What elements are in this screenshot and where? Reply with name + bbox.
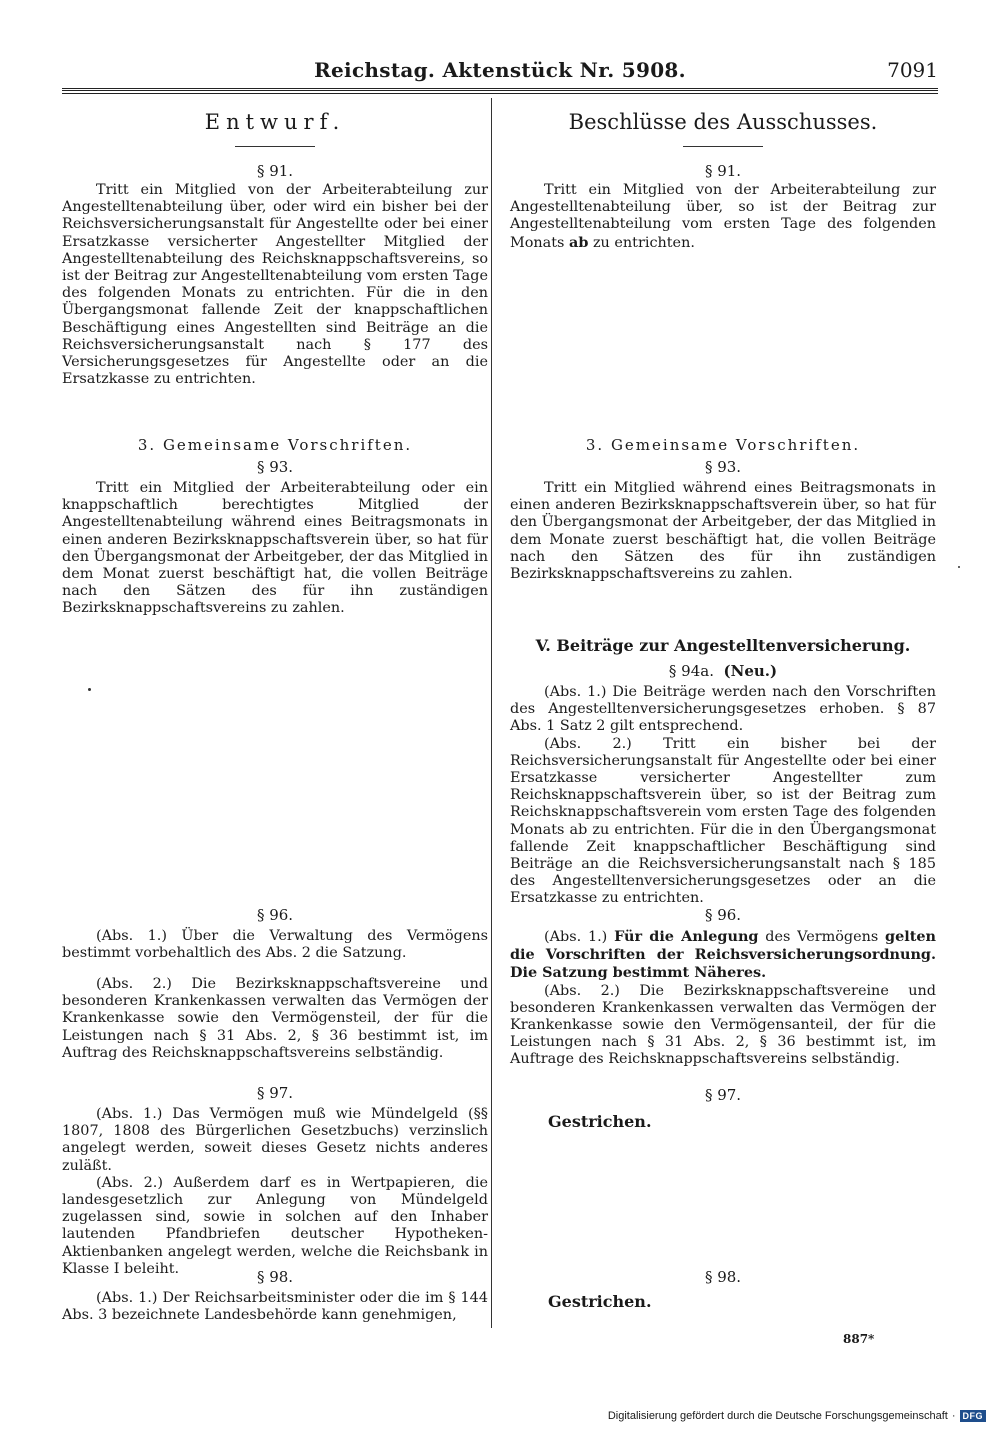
printer-signature: 887* <box>843 1332 875 1346</box>
heading-rule <box>683 146 763 147</box>
new-tag: (Neu.) <box>723 662 778 680</box>
section-number: § 94a. <box>668 662 714 680</box>
right-s91-text <box>510 182 936 252</box>
paragraph: Tritt ein Mitglied der Arbeiterabteilung oder ein knappschaftlich berechtigtes Mitglied der Angestelltenabteilung während eines Beitragsmonats in einen anderen Bezirksknappschaftsverein über, so hat für den Übergangsmonat der Arbeitgeber, der das Mitglied in dem Monat zuerst beschäftigt hat, die vollen Beiträge nach den Sätzen des für ihn zuständigen Bezirksknappschaftsvereins zu zahlen. <box>62 480 488 617</box>
amended-text: gelten die Vorschriften der Reichsversicherungsordnung. Die Satzung bestimmt Näheres. <box>510 928 936 982</box>
left-s96-number: § 96. <box>256 906 294 924</box>
header-rule <box>62 88 938 94</box>
column-divider <box>491 98 492 1328</box>
scan-speck <box>958 566 960 568</box>
scan-speck <box>88 688 91 691</box>
left-s98-number: § 98. <box>256 1268 294 1286</box>
section-v-title: V. Beiträge zur Angestelltenversicherung. <box>535 636 911 655</box>
paragraph: (Abs. 2.) Die Bezirksknappschaftsvereine und besonderen Krankenkassen verwalten das Vermögen der Krankenkasse sowie den Vermögensteil, der für die Leistungen nach § 31 Abs. 2, § 36 bestimmt ist, im Auftrag des Reichsknappschaftsvereins selbständig. <box>62 976 488 1061</box>
paragraph: (Abs. 1.) Der Reichsarbeitsminister oder die im § 144 Abs. 3 bezeichnete Landesbehörde kann genehmigen, <box>62 1290 488 1324</box>
paragraph: Tritt ein Mitglied während eines Beitragsmonats in einen anderen Bezirksknappschaftsverein über, so hat für den Übergangsmonat der Arbeitgeber, der das Mitglied in dem Monate zuerst beschäftigt hat, die vollen Beiträge nach den Sätzen des für ihn zuständigen Bezirksknappschaftsvereins zu zahlen. <box>510 480 936 583</box>
paragraph: (Abs. 1.) Über die Verwaltung des Vermögens bestimmt vorbehaltlich des Abs. 2 die Satzung. <box>62 928 488 962</box>
paragraph: (Abs. 2.) Tritt ein bisher bei der Reichsversicherungsanstalt für Angestellte oder bei einer Ersatzkasse versicherter Angestellter zum Reichsknappschaftsverein über, so ist der Beitrag zum Reichsknappschaftsverein vom ersten Tage des folgenden Monats ab zu entrichten. Für die in den Übergangsmonat fallende Zeit knappschaftlicher Beschäftigung sind Beiträge an die Reichsversicherungsanstalt nach § 185 des Angestelltenversicherungsgesetzes oder an die Ersatzkasse zu entrichten. <box>510 735 936 907</box>
right-s98-struck: Gestrichen. <box>548 1292 652 1311</box>
left-s91-text <box>62 182 488 388</box>
right-s93-text <box>510 480 936 583</box>
right-s96-number: § 96. <box>704 906 742 924</box>
page-number: 7091 <box>887 58 938 82</box>
right-common-heading: 3. Gemeinsame Vorschriften. <box>585 436 861 454</box>
left-s93-number: § 93. <box>256 458 294 476</box>
paragraph: (Abs. 2.) Die Bezirksknappschaftsvereine und besonderen Krankenkassen verwalten das Vermögen der Krankenkasse sowie den Vermögensanteil, der für die Leistungen nach § 31 Abs. 2, § 36 bestimmt ist, im Auftrage des Reichsknappschaftsvereins selbständig. <box>510 982 936 1068</box>
left-common-heading: 3. Gemeinsame Vorschriften. <box>137 436 413 454</box>
left-column-heading: Entwurf. <box>204 110 346 134</box>
right-s91-number: § 91. <box>704 162 742 180</box>
right-s97-struck: Gestrichen. <box>548 1112 652 1131</box>
dfg-logo: DFG <box>960 1410 987 1422</box>
left-s96-text <box>62 928 488 962</box>
right-s94a-text <box>510 684 936 908</box>
header-title: Reichstag. Aktenstück Nr. 5908. <box>314 58 686 82</box>
right-column-heading: Beschlüsse des Ausschusses. <box>568 110 878 134</box>
left-s96-text-2 <box>62 976 488 1062</box>
text-run: zu entrichten. <box>588 234 695 251</box>
digitization-footer <box>608 1410 986 1422</box>
paragraph: (Abs. 1.) Die Beiträge werden nach den Vorschriften des Angestelltenversicherungsgesetzes erhoben. § 87 Abs. 1 Satz 2 gilt entsprechend. <box>510 684 936 735</box>
right-s93-number: § 93. <box>704 458 742 476</box>
paragraph: (Abs. 1.) Das Vermögen muß wie Mündelgeld (§§ 1807, 1808 des Bürgerlichen Gesetzbuchs) verzinslich angelegt werden, soweit dieses Gesetz nichts anderes zuläßt. <box>62 1106 488 1174</box>
paragraph <box>510 928 936 983</box>
heading-rule <box>235 146 315 147</box>
text-run: Tritt ein Mitglied von der Arbeiterabteilung zur Angestelltenabteilung über, so ist der Beitrag zur Angestelltenabteilung vom ersten Tage des folgenden Monats <box>510 182 936 251</box>
left-s93-text <box>62 480 488 618</box>
paragraph: Tritt ein Mitglied von der Arbeiterabteilung zur Angestelltenabteilung über, oder wird ein bisher bei der Reichsversicherungsanstalt für Angestellte oder bei einer Ersatzkasse versicherter Angestellter Mitglied der Angestelltenabteilung des Reichsknappschaftsvereins, so ist der Beitrag zur Angestelltenabteilung vom ersten Tage des folgenden Monats zu entrichten. Für die in den Übergangsmonat fallende Zeit der knappschaftlichen Beschäftigung eines Angestellten sind Beiträge an die Reichsversicherungsanstalt nach § 177 des Versicherungsgesetzes für Angestellte oder an die Ersatzkasse zu entrichten. <box>62 182 488 388</box>
text-run: des Vermögens <box>758 929 886 945</box>
right-s97-number: § 97. <box>704 1086 742 1104</box>
left-s97-number: § 97. <box>256 1084 294 1102</box>
paragraph <box>510 182 936 252</box>
amended-text: Für die Anlegung <box>614 928 759 945</box>
paragraph: (Abs. 2.) Außerdem darf es in Wertpapieren, die landesgesetzlich zur Anlegung von Mündelgeld zugelassen sind, sowie in solchen auf den Inhaber lautenden Pfandbriefen deutscher Hypotheken-Aktienbanken angelegt werden, welche die Reichsbank in Klasse I beleiht. <box>62 1174 488 1277</box>
left-s97-text <box>62 1106 488 1278</box>
right-s98-number: § 98. <box>704 1268 742 1286</box>
right-s96-text <box>510 928 936 1069</box>
left-s91-number: § 91. <box>256 162 294 180</box>
left-s98-text <box>62 1290 488 1324</box>
footer-separator: · <box>951 1410 956 1422</box>
text-run: (Abs. 1.) <box>544 929 615 945</box>
footer-text: Digitalisierung gefördert durch die Deutsche Forschungsgemeinschaft <box>607 1410 948 1422</box>
right-s94a-number <box>510 662 936 680</box>
amended-text: ab <box>569 233 589 251</box>
